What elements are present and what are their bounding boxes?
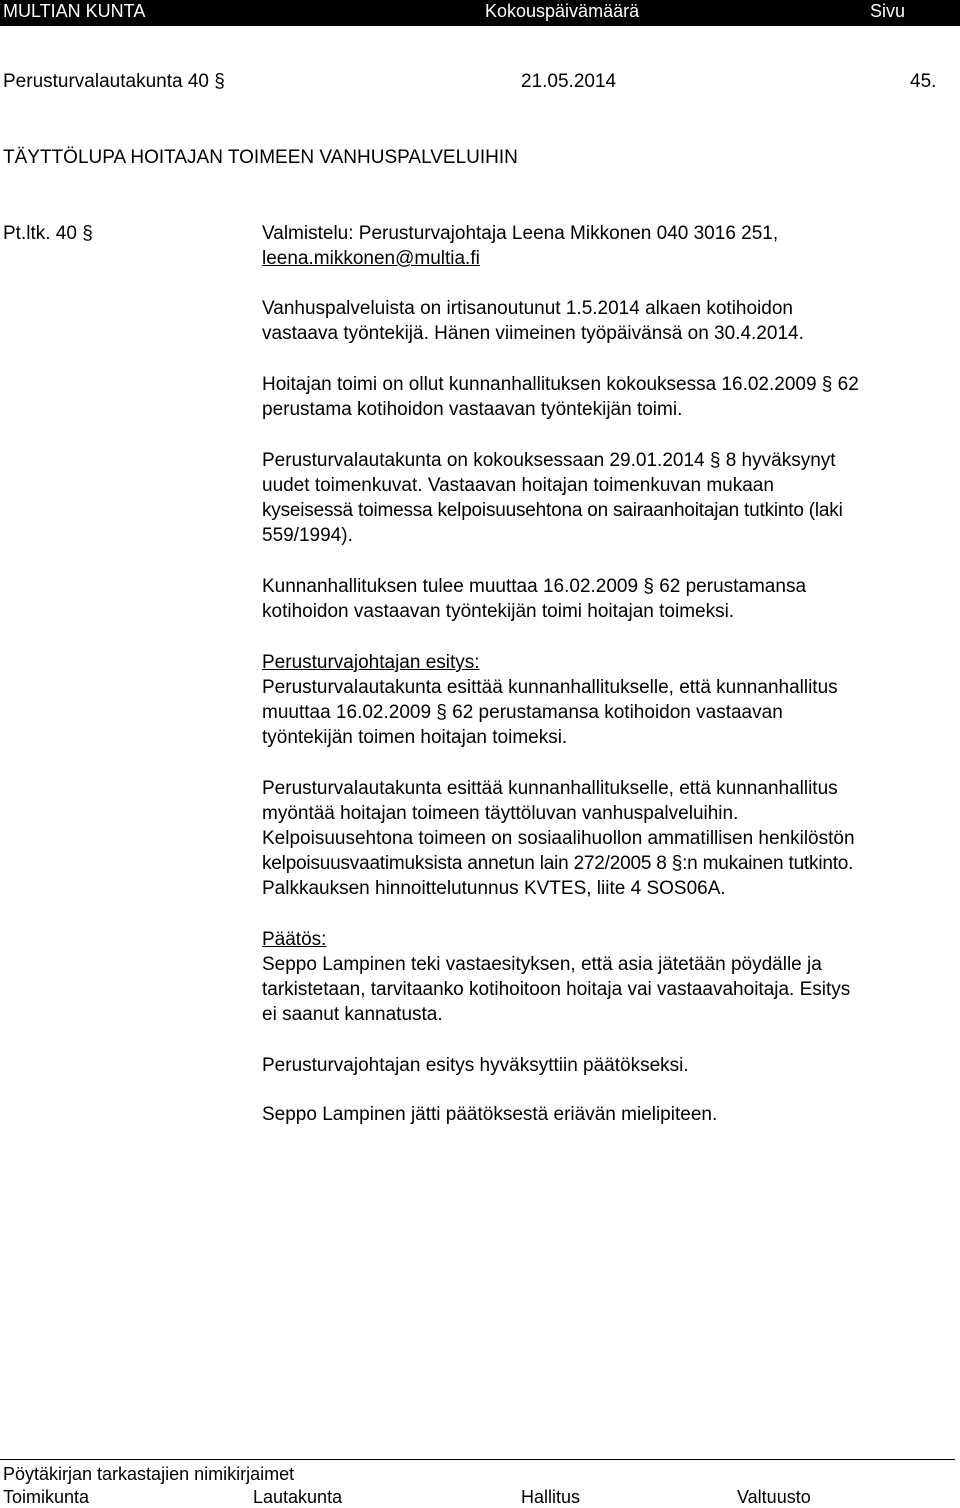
paragraph-6: Perusturvajohtajan esitys hyväksyttiin päätökseksi.: [262, 1055, 689, 1076]
paragraph-7: Seppo Lampinen jätti päätöksestä eriävän mielipiteen.: [262, 1104, 718, 1125]
paragraph-2-line-1: Hoitajan toimi on ollut kunnanhallituksen kokouksessa 16.02.2009 § 62: [262, 374, 859, 395]
paragraph-5-line-2: myöntää hoitajan toimeen täyttöluvan vanhuspalveluihin.: [262, 803, 739, 824]
paragraph-5-line-1: Perusturvalautakunta esittää kunnanhallitukselle, että kunnanhallitus: [262, 778, 838, 799]
footer-signatures-label: Pöytäkirjan tarkastajien nimikirjaimet: [3, 1464, 295, 1484]
preparer-email-link[interactable]: leena.mikkonen@multia.fi: [262, 248, 480, 269]
paragraph-1-line-2: vastaava työntekijä. Hänen viimeinen työpäivänsä on 30.4.2014.: [262, 323, 804, 344]
footer-body-toimikunta: Toimikunta: [3, 1487, 90, 1507]
meeting-date: 21.05.2014: [521, 71, 617, 92]
proposal-heading: Perusturvajohtajan esitys:: [262, 652, 480, 673]
paragraph-3-line-3: kyseisessä toimessa kelpoisuusehtona on sairaanhoitajan tutkinto (laki: [262, 500, 843, 521]
footer-divider: [0, 1459, 955, 1460]
decision-line-3: ei saanut kannatusta.: [262, 1004, 443, 1025]
proposal-line-1: Perusturvalautakunta esittää kunnanhallitukselle, että kunnanhallitus: [262, 677, 838, 698]
header-meeting-date-label: Kokouspäivämäärä: [485, 1, 640, 21]
paragraph-3-line-2: uudet toimenkuvat. Vastaavan hoitajan toimenkuvan mukaan: [262, 475, 774, 496]
footer-body-valtuusto: Valtuusto: [737, 1487, 811, 1507]
committee-section: Perusturvalautakunta 40 §: [3, 71, 225, 92]
paragraph-3-line-1: Perusturvalautakunta on kokouksessaan 29.01.2014 § 8 hyväksynyt: [262, 450, 836, 471]
footer-body-lautakunta: Lautakunta: [253, 1487, 343, 1507]
paragraph-1-line-1: Vanhuspalveluista on irtisanoutunut 1.5.2014 alkaen kotihoidon: [262, 298, 793, 319]
decision-line-2: tarkistetaan, tarvitaanko kotihoitoon hoitaja vai vastaavahoitaja. Esitys: [262, 979, 851, 1000]
page-number: 45.: [910, 71, 937, 92]
decision-heading: Päätös:: [262, 929, 327, 950]
reference-label: Pt.ltk. 40 §: [3, 223, 93, 244]
paragraph-4-line-2: kotihoidon vastaavan työntekijän toimi hoitajan toimeksi.: [262, 601, 735, 622]
preparer-line: Valmistelu: Perusturvajohtaja Leena Mikkonen 040 3016 251,: [262, 223, 779, 244]
proposal-line-3: työntekijän toimen hoitajan toimeksi.: [262, 727, 568, 748]
paragraph-2-line-2: perustama kotihoidon vastaavan työntekijän toimi.: [262, 399, 683, 420]
paragraph-5-line-5: Palkkauksen hinnoittelutunnus KVTES, liite 4 SOS06A.: [262, 878, 726, 899]
paragraph-3-line-4: 559/1994).: [262, 525, 353, 546]
decision-line-1: Seppo Lampinen teki vastaesityksen, että asia jätetään pöydälle ja: [262, 954, 822, 975]
paragraph-5-line-4: kelpoisuusvaatimuksista annetun lain 272/2005 8 §:n mukainen tutkinto.: [262, 853, 854, 874]
header-page-label: Sivu: [870, 1, 906, 21]
paragraph-4-line-1: Kunnanhallituksen tulee muuttaa 16.02.2009 § 62 perustamansa: [262, 576, 807, 597]
document-title: TÄYTTÖLUPA HOITAJAN TOIMEEN VANHUSPALVELUIHIN: [3, 147, 518, 168]
footer-body-hallitus: Hallitus: [521, 1487, 581, 1507]
header-organization: MULTIAN KUNTA: [3, 1, 146, 21]
paragraph-5-line-3: Kelpoisuusehtona toimeen on sosiaalihuollon ammatillisen henkilöstön: [262, 828, 855, 849]
proposal-line-2: muuttaa 16.02.2009 § 62 perustamansa kotihoidon vastaavan: [262, 702, 783, 723]
